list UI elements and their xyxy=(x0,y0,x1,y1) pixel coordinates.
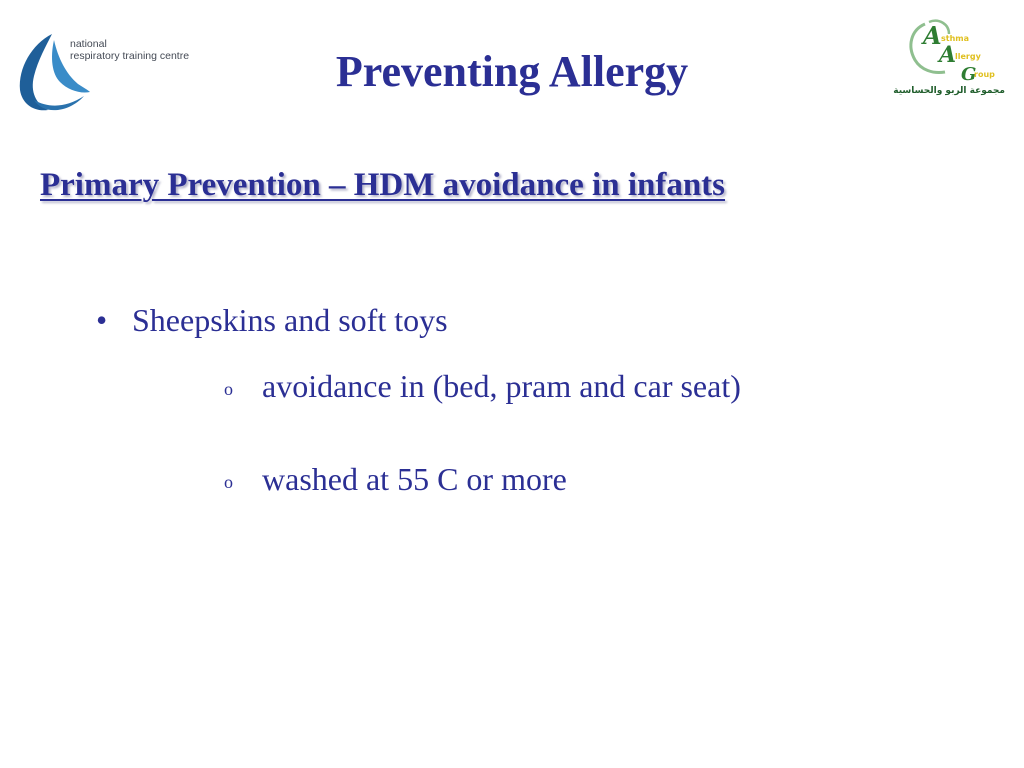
bullet-marker: • xyxy=(96,302,108,338)
sub-bullet-marker: o xyxy=(224,472,233,492)
sub-bullet-marker: o xyxy=(224,379,233,399)
aag-arabic-text: مجموعة الربو والحساسية xyxy=(893,86,1005,96)
aag-word-3: roup xyxy=(974,70,995,79)
nrtc-line-1: national xyxy=(70,38,107,50)
sub-bullet-text: avoidance in (bed, pram and car seat) xyxy=(262,368,741,404)
sub-bullet-item xyxy=(224,461,567,498)
aag-word-2: llergy xyxy=(955,52,981,61)
nrtc-line-2: respiratory training centre xyxy=(70,50,190,62)
sub-bullet-text: washed at 55 C or more xyxy=(262,461,567,497)
slide-title: Preventing Allergy xyxy=(335,47,689,96)
aag-letter-a1: A xyxy=(923,21,942,50)
aag-word-1: sthma xyxy=(941,34,970,43)
bullet-text: Sheepskins and soft toys xyxy=(132,302,448,338)
bullet-item xyxy=(96,302,448,339)
aag-letter-g: G xyxy=(961,64,977,85)
sub-bullet-item xyxy=(224,368,741,405)
aag-letter-a2: A xyxy=(939,42,957,68)
slide-subtitle: Primary Prevention – HDM avoidance in infants xyxy=(40,167,726,203)
